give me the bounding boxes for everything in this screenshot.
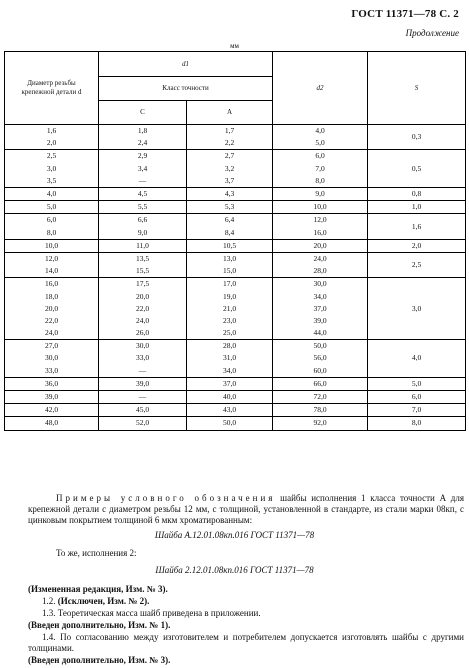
cell-d: 1,6 [5, 125, 99, 138]
table-row [5, 214, 466, 227]
cell-a: 8,4 [187, 227, 273, 240]
cell-d: 8,0 [5, 227, 99, 240]
cell-s: 8,0 [368, 417, 466, 430]
cell-c: 15,5 [99, 265, 187, 278]
clause-1-3: 1.3. Теоретическая масса шайб приведена в приложении. [42, 608, 261, 618]
cell-d2: 44,0 [273, 327, 368, 340]
cell-d: 24,0 [5, 327, 99, 340]
washer-dimensions-table [4, 51, 466, 431]
table-row [5, 377, 466, 390]
table-row [5, 125, 466, 138]
cell-s: 7,0 [368, 404, 466, 417]
cell-d2: 37,0 [273, 303, 368, 315]
designation-example-1: Шайба А.12.01.08кп.016 ГОСТ 11371—78 [154, 530, 315, 540]
table-row [5, 239, 466, 252]
cell-c: 20,0 [99, 290, 187, 302]
designation-example-2: Шайба 2.12.01.08кп.016 ГОСТ 11371—78 [155, 565, 314, 575]
cell-d: 42,0 [5, 404, 99, 417]
cell-a: 50,0 [187, 417, 273, 430]
cell-d: 22,0 [5, 315, 99, 327]
cell-a: 19,0 [187, 290, 273, 302]
cell-d2: 30,0 [273, 278, 368, 291]
cell-c: 52,0 [99, 417, 187, 430]
cell-d: 14,0 [5, 265, 99, 278]
cell-a: 43,0 [187, 404, 273, 417]
cell-c: 26,0 [99, 327, 187, 340]
cell-d2: 66,0 [273, 377, 368, 390]
cell-s: 2,0 [368, 239, 466, 252]
cell-d: 3,5 [5, 175, 99, 188]
cell-d2: 20,0 [273, 239, 368, 252]
header-s: S [368, 52, 466, 125]
cell-c: 3,4 [99, 163, 187, 175]
cell-a: 2,2 [187, 137, 273, 150]
cell-d2: 39,0 [273, 315, 368, 327]
examples-body: шайбы исполнения 1 класса точности А для крепежной детали с диаметром резьбы 12 мм, с толщиной, установленной в стандарте, из стали марки 08кп, с цинковым покрытием толщиной 6 мкм хроматированным: [28, 493, 464, 525]
cell-a: 21,0 [187, 303, 273, 315]
table-row [5, 340, 466, 353]
cell-d2: 92,0 [273, 417, 368, 430]
cell-c: — [99, 390, 187, 403]
page-header: ГОСТ 11371—78 С. 2 [351, 8, 459, 20]
cell-a: 5,3 [187, 201, 273, 214]
cell-c: 4,5 [99, 187, 187, 200]
cell-s: 1,0 [368, 201, 466, 214]
cell-a: 17,0 [187, 278, 273, 291]
examples-heading: Примеры условного обозначения [56, 493, 276, 503]
cell-s: 6,0 [368, 390, 466, 403]
cell-d: 27,0 [5, 340, 99, 353]
cell-d: 5,0 [5, 201, 99, 214]
same-execution-label: То же, исполнения 2: [56, 548, 137, 558]
cell-s: 4,0 [368, 340, 466, 378]
cell-a: 40,0 [187, 390, 273, 403]
cell-a: 13,0 [187, 252, 273, 265]
cell-a: 10,5 [187, 239, 273, 252]
cell-a: 2,7 [187, 150, 273, 163]
cell-c: 24,0 [99, 315, 187, 327]
cell-c: 39,0 [99, 377, 187, 390]
cell-d2: 50,0 [273, 340, 368, 353]
cell-s: 0,5 [368, 150, 466, 188]
cell-a: 4,3 [187, 187, 273, 200]
cell-d2: 28,0 [273, 265, 368, 278]
cell-d: 2,5 [5, 150, 99, 163]
cell-d2: 56,0 [273, 352, 368, 364]
cell-d2: 5,0 [273, 137, 368, 150]
cell-c: 2,4 [99, 137, 187, 150]
cell-c: 45,0 [99, 404, 187, 417]
cell-d2: 4,0 [273, 125, 368, 138]
cell-d2: 12,0 [273, 214, 368, 227]
table-row [5, 390, 466, 403]
cell-a: 6,4 [187, 214, 273, 227]
cell-d2: 6,0 [273, 150, 368, 163]
cell-d: 48,0 [5, 417, 99, 430]
table-row [5, 404, 466, 417]
cell-d: 4,0 [5, 187, 99, 200]
header-thread-text: Диаметр резьбы крепежной детали d [21, 79, 82, 96]
cell-s: 0,3 [368, 125, 466, 150]
cell-d: 10,0 [5, 239, 99, 252]
note-amendment-1: (Введен дополнительно, Изм. № 1). [28, 620, 171, 630]
cell-d: 33,0 [5, 365, 99, 378]
cell-d2: 10,0 [273, 201, 368, 214]
cell-a: 37,0 [187, 377, 273, 390]
header-class-a: А [187, 101, 273, 125]
cell-s: 0,8 [368, 187, 466, 200]
cell-a: 15,0 [187, 265, 273, 278]
cell-c: 17,5 [99, 278, 187, 291]
cell-c: 6,6 [99, 214, 187, 227]
cell-c: 22,0 [99, 303, 187, 315]
cell-d2: 60,0 [273, 365, 368, 378]
note-amendment-3b: (Введен дополнительно, Изм. № 3). [28, 655, 171, 665]
cell-d2: 9,0 [273, 187, 368, 200]
clause-1-4: 1.4. По согласованию между изготовителем и потребителем допускается изготовлять шайбы с другими толщинами. [28, 632, 464, 653]
cell-c: — [99, 175, 187, 188]
table-header [5, 52, 466, 125]
cell-c: 11,0 [99, 239, 187, 252]
cell-c: 30,0 [99, 340, 187, 353]
cell-d: 20,0 [5, 303, 99, 315]
table-body [5, 125, 466, 431]
cell-d2: 16,0 [273, 227, 368, 240]
cell-d2: 72,0 [273, 390, 368, 403]
table-row [5, 201, 466, 214]
cell-d2: 24,0 [273, 252, 368, 265]
examples-paragraph [28, 493, 464, 526]
cell-c: — [99, 365, 187, 378]
cell-d: 39,0 [5, 390, 99, 403]
cell-d: 2,0 [5, 137, 99, 150]
note-amendment-3: (Измененная редакция, Изм. № 3). [28, 584, 168, 594]
cell-d: 30,0 [5, 352, 99, 364]
table-row [5, 187, 466, 200]
header-thread-diameter [5, 52, 99, 125]
table-row [5, 278, 466, 291]
cell-a: 28,0 [187, 340, 273, 353]
header-d2: d2 [273, 52, 368, 125]
cell-c: 13,5 [99, 252, 187, 265]
cell-a: 25,0 [187, 327, 273, 340]
cell-s: 2,5 [368, 252, 466, 277]
cell-d2: 7,0 [273, 163, 368, 175]
clause-1-2-number: 1.2. [42, 596, 56, 606]
cell-a: 1,7 [187, 125, 273, 138]
table-row [5, 417, 466, 430]
cell-a: 31,0 [187, 352, 273, 364]
table-row [5, 252, 466, 265]
cell-d: 6,0 [5, 214, 99, 227]
continuation-label: Продолжение [405, 28, 459, 38]
cell-d2: 78,0 [273, 404, 368, 417]
cell-d: 36,0 [5, 377, 99, 390]
unit-label: мм [230, 42, 239, 50]
cell-c: 5,5 [99, 201, 187, 214]
cell-c: 33,0 [99, 352, 187, 364]
cell-d: 16,0 [5, 278, 99, 291]
cell-s: 3,0 [368, 278, 466, 340]
cell-c: 2,9 [99, 150, 187, 163]
cell-d2: 34,0 [273, 290, 368, 302]
cell-c: 9,0 [99, 227, 187, 240]
cell-c: 1,8 [99, 125, 187, 138]
cell-d: 12,0 [5, 252, 99, 265]
cell-a: 3,7 [187, 175, 273, 188]
cell-s: 5,0 [368, 377, 466, 390]
cell-a: 3,2 [187, 163, 273, 175]
cell-d: 3,0 [5, 163, 99, 175]
clause-1-2-text: (Исключен, Изм. № 2). [57, 596, 150, 606]
header-accuracy-class: Класс точности [99, 77, 273, 101]
cell-a: 23,0 [187, 315, 273, 327]
header-d1: d1 [99, 52, 273, 77]
clause-1-2 [42, 596, 462, 607]
table-row [5, 150, 466, 163]
cell-a: 34,0 [187, 365, 273, 378]
cell-d: 18,0 [5, 290, 99, 302]
cell-d2: 8,0 [273, 175, 368, 188]
header-class-c: С [99, 101, 187, 125]
cell-s: 1,6 [368, 214, 466, 239]
